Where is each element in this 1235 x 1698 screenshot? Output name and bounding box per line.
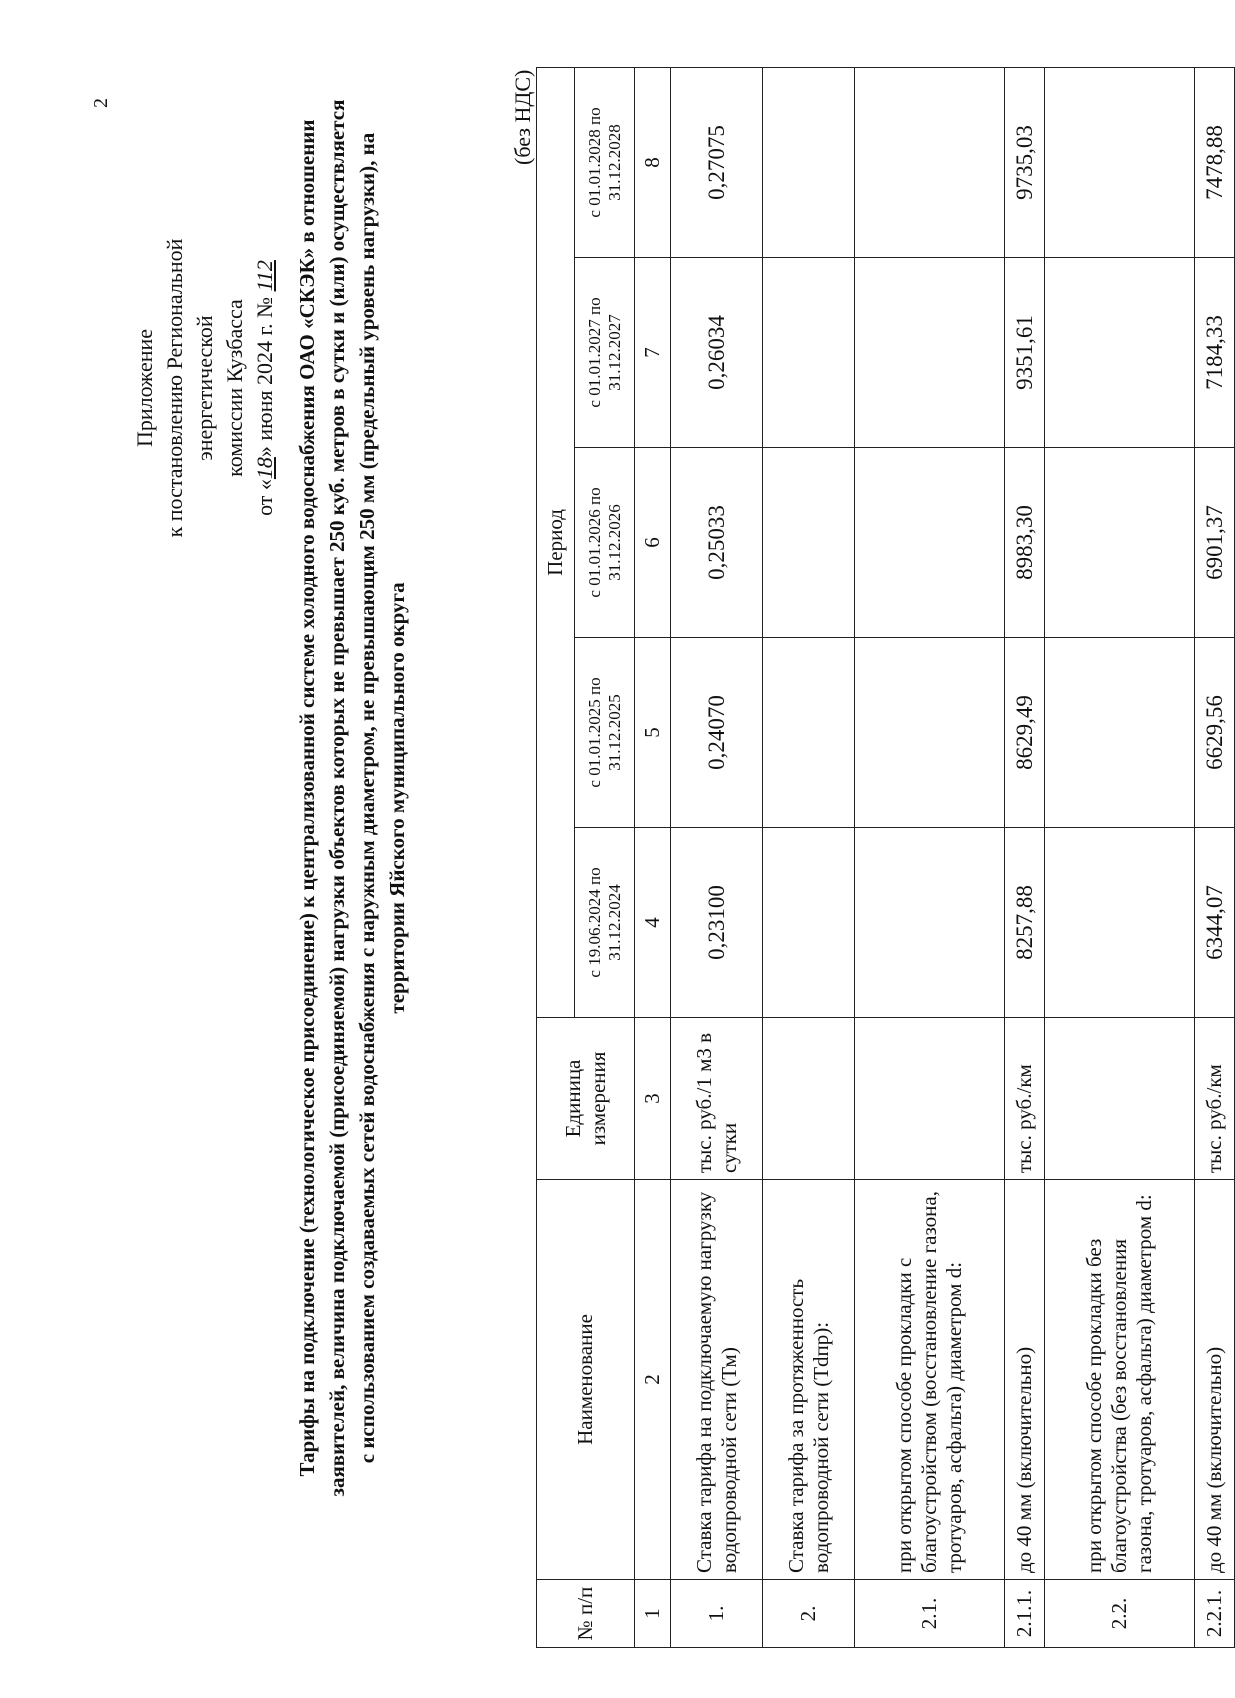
row-value: 0,26034 (671, 258, 763, 448)
row-num: 1. (671, 1580, 763, 1648)
appendix-line2: к постановлению Региональной энергетической (162, 238, 217, 538)
row-unit (763, 1018, 855, 1180)
row-name: до 40 мм (включительно) (1005, 1180, 1045, 1580)
row-unit: тыс. руб./км (1005, 1018, 1045, 1180)
row-name: Ставка тарифа за протяженность водопроводной сети (Тdпр): (763, 1180, 855, 1580)
row-name: до 40 мм (включительно) (1195, 1180, 1235, 1580)
row-num: 2. (763, 1580, 855, 1648)
row-value (763, 638, 855, 828)
row-value (855, 258, 1005, 448)
row-value (855, 448, 1005, 638)
period-4: с 01.01.2027 по 31.12.2027 (575, 258, 635, 448)
table-row (1005, 67, 1045, 1647)
row-value (763, 258, 855, 448)
tariff-table (536, 67, 1235, 1648)
row-value: 9735,03 (1005, 67, 1045, 257)
row-num: 2.1.1. (1005, 1580, 1045, 1648)
row-value: 7184,33 (1195, 258, 1235, 448)
col-number: 4 (635, 828, 671, 1018)
col-number: 7 (635, 258, 671, 448)
row-value: 0,27075 (671, 67, 763, 257)
row-value: 0,24070 (671, 638, 763, 828)
period-2: с 01.01.2025 по 31.12.2025 (575, 638, 635, 828)
row-value: 0,23100 (671, 828, 763, 1018)
col-number: 3 (635, 1018, 671, 1180)
document-title: Тарифы на подключение (технологическое присоединение) к централизованной системе холодного водоснабжения ОАО «СКЭК» в отношении заявителей, величина подключаемой (присоединяемой) нагрузки объектов которых не превышает 250 куб. метров в сутки и (или) осуществляется с использованием создаваемых сетей водоснабжения с наружным диаметром, не превышающим 250 мм (предельный уровень нагрузки), на территории Яйского муниципального округа (295, 99, 409, 1497)
row-value (855, 828, 1005, 1018)
row-num: 2.1. (855, 1580, 1005, 1648)
row-value: 6901,37 (1195, 448, 1235, 638)
table-row (1045, 67, 1195, 1647)
row-value (1045, 448, 1195, 638)
vat-note: (без НДС) (510, 69, 535, 165)
row-value: 8983,30 (1005, 448, 1045, 638)
date-day: 18 (252, 457, 277, 480)
col-number: 8 (635, 67, 671, 257)
row-value (763, 448, 855, 638)
row-unit: тыс. руб./1 м3 в сутки (671, 1018, 763, 1180)
table-row (855, 67, 1005, 1647)
decree-number: 112 (252, 260, 277, 292)
period-1: с 19.06.2024 по 31.12.2024 (575, 828, 635, 1018)
row-num: 2.2.1. (1195, 1580, 1235, 1648)
row-unit (1045, 1018, 1195, 1180)
date-prefix: от « (252, 479, 277, 516)
column-number-row (635, 67, 671, 1647)
header-period: Период (537, 67, 575, 1017)
col-number: 1 (635, 1580, 671, 1648)
period-5: с 01.01.2028 по 31.12.2028 (575, 67, 635, 257)
appendix-date (250, 178, 280, 598)
row-value: 6629,56 (1195, 638, 1235, 828)
row-value (1045, 67, 1195, 257)
row-unit (855, 1018, 1005, 1180)
appendix-line1: Приложение (132, 328, 157, 448)
header-unit: Единица измерения (537, 1018, 635, 1180)
row-value (1045, 638, 1195, 828)
row-unit: тыс. руб./км (1195, 1018, 1235, 1180)
col-number: 2 (635, 1180, 671, 1580)
date-suffix: » июня 2024 г. № (252, 296, 277, 458)
row-name: Ставка тарифа на подключаемую нагрузку водопроводной сети (Тм) (671, 1180, 763, 1580)
row-value: 0,25033 (671, 448, 763, 638)
period-3: с 01.01.2026 по 31.12.2026 (575, 448, 635, 638)
page-number: 2 (90, 98, 112, 108)
row-value: 8257,88 (1005, 828, 1045, 1018)
row-num: 2.2. (1045, 1580, 1195, 1648)
table-row (763, 67, 855, 1647)
row-value (855, 67, 1005, 257)
table-row (671, 67, 763, 1647)
header-num: № п/п (537, 1580, 635, 1648)
row-name: при открытом способе прокладки без благоустройства (без восстановления газона, тротуаров, асфальта) диаметром d: (1045, 1180, 1195, 1580)
header-name: Наименование (537, 1180, 635, 1580)
col-number: 5 (635, 638, 671, 828)
table-row (1195, 67, 1235, 1647)
col-number: 6 (635, 448, 671, 638)
row-value: 9351,61 (1005, 258, 1045, 448)
appendix-line3: комиссии Кузбасса (222, 299, 247, 477)
appendix-block (130, 178, 280, 598)
row-name: при открытом способе прокладки с благоустройством (восстановление газона, тротуаров, асфальта) диаметром d: (855, 1180, 1005, 1580)
row-value (855, 638, 1005, 828)
row-value: 6344,07 (1195, 828, 1235, 1018)
row-value (1045, 828, 1195, 1018)
row-value (763, 828, 855, 1018)
row-value: 8629,49 (1005, 638, 1045, 828)
row-value (1045, 258, 1195, 448)
row-value: 7478,88 (1195, 67, 1235, 257)
row-value (763, 67, 855, 257)
